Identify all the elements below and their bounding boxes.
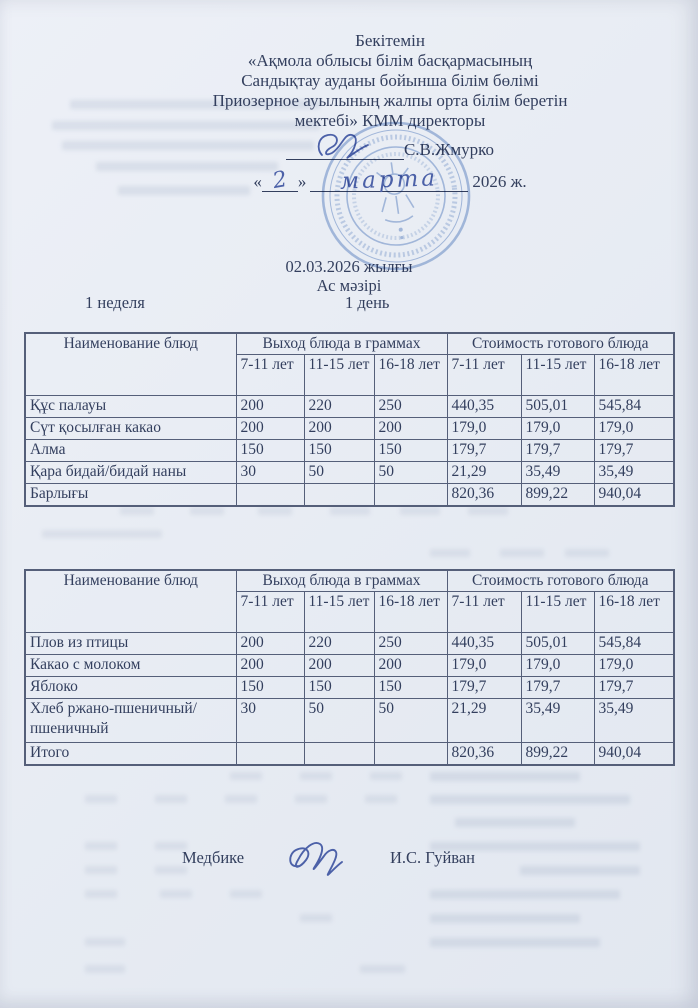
value-cell: 150 (304, 440, 374, 462)
bleed-through (430, 549, 470, 557)
value-cell: 200 (374, 418, 447, 440)
quote-open: « (253, 172, 262, 191)
dish-name-cell: Хлеб ржано-пшеничный/пшеничный (25, 699, 236, 743)
age-header: 7-11 лет (236, 592, 304, 633)
bleed-through (85, 890, 117, 898)
bleed-through (430, 795, 630, 804)
bleed-through (85, 842, 117, 850)
age-header: 11-15 лет (304, 355, 374, 396)
value-cell: 200 (304, 655, 374, 677)
director-name: С.В.Жмурко (403, 140, 495, 159)
value-cell: 179,7 (447, 677, 521, 699)
value-cell: 30 (236, 462, 304, 484)
nurse-signature-icon (284, 834, 346, 880)
bleed-through (190, 507, 224, 515)
table-row (25, 440, 674, 462)
bleed-through (85, 965, 125, 973)
age-header: 16-18 лет (594, 355, 674, 396)
value-cell: 220 (304, 633, 374, 655)
value-cell (374, 484, 447, 506)
nurse-name: И.С. Гуйван (390, 848, 476, 867)
value-cell: 250 (374, 633, 447, 655)
org-line: Сандықтау ауданы бойынша білім бөлімі (241, 71, 539, 90)
value-cell: 899,22 (521, 743, 594, 765)
value-cell: 50 (374, 699, 447, 743)
bleed-through (468, 507, 508, 515)
col-header-cost: Стоимость готового блюда (447, 333, 674, 355)
value-cell: 200 (236, 418, 304, 440)
bleed-through (230, 890, 262, 898)
handwritten-day: 2 (270, 166, 289, 195)
menu-date: 02.03.2026 жылғы (285, 257, 413, 276)
value-cell: 179,7 (594, 677, 674, 699)
value-cell (236, 743, 304, 765)
value-cell: 179,7 (447, 440, 521, 462)
value-cell: 899,22 (521, 484, 594, 506)
value-cell: 50 (374, 462, 447, 484)
value-cell: 35,49 (521, 462, 594, 484)
table-row (25, 677, 674, 699)
age-header: 16-18 лет (374, 355, 447, 396)
col-header-grams: Выход блюда в граммах (236, 333, 447, 355)
value-cell: 179,7 (521, 677, 594, 699)
org-line: Приозерное ауылының жалпы орта білім беретін (212, 91, 568, 110)
value-cell: 440,35 (447, 396, 521, 418)
bleed-through (120, 507, 154, 515)
bleed-through (300, 772, 332, 780)
menu-table-1 (24, 332, 675, 507)
value-cell: 179,0 (521, 418, 594, 440)
value-cell: 150 (236, 440, 304, 462)
value-cell: 179,0 (521, 655, 594, 677)
table-total-row (25, 484, 674, 506)
total-label-cell: Итого (25, 743, 236, 765)
bleed-through (370, 772, 402, 780)
value-cell (304, 743, 374, 765)
bleed-through (295, 795, 327, 803)
bleed-through (225, 795, 257, 803)
value-cell: 940,04 (594, 484, 674, 506)
dish-name-cell: Құс палауы (25, 396, 236, 418)
value-cell: 220 (304, 396, 374, 418)
year-text: 2026 ж. (472, 172, 527, 191)
value-cell: 35,49 (521, 699, 594, 743)
value-cell: 150 (374, 677, 447, 699)
org-line: «Ақмола облысы білім басқармасының (247, 51, 533, 70)
value-cell (236, 484, 304, 506)
age-header: 11-15 лет (304, 592, 374, 633)
age-header: 11-15 лет (521, 592, 594, 633)
bleed-through (160, 890, 192, 898)
dish-name-cell: Какао с молоком (25, 655, 236, 677)
dish-name-cell: Қара бидай/бидай наны (25, 462, 236, 484)
bleed-through (400, 507, 440, 515)
value-cell: 940,04 (594, 743, 674, 765)
bleed-through (430, 772, 580, 781)
col-header-name: Наименование блюд (25, 333, 236, 396)
value-cell: 35,49 (594, 462, 674, 484)
value-cell: 250 (374, 396, 447, 418)
value-cell: 21,29 (447, 462, 521, 484)
col-header-cost: Стоимость готового блюда (447, 570, 674, 592)
official-stamp-icon (308, 108, 484, 284)
bleed-through (500, 549, 544, 557)
bleed-through (300, 914, 332, 922)
age-header: 7-11 лет (236, 355, 304, 396)
age-header: 7-11 лет (447, 355, 521, 396)
value-cell: 820,36 (447, 743, 521, 765)
col-header-grams: Выход блюда в граммах (236, 570, 447, 592)
bleed-through (330, 507, 370, 515)
bleed-through (430, 914, 580, 923)
value-cell: 179,0 (594, 418, 674, 440)
value-cell: 200 (236, 655, 304, 677)
value-cell: 50 (304, 699, 374, 743)
value-cell (304, 484, 374, 506)
value-cell: 200 (304, 418, 374, 440)
bleed-through (455, 818, 575, 827)
bleed-through (258, 507, 292, 515)
day-label: 1 день (345, 293, 390, 312)
col-header-name: Наименование блюд (25, 570, 236, 633)
table-row (25, 633, 674, 655)
value-cell: 30 (236, 699, 304, 743)
table-row (25, 418, 674, 440)
dish-name-cell: Алма (25, 440, 236, 462)
approve-word: Бекітемін (355, 31, 425, 50)
bleed-through (85, 795, 117, 803)
bleed-through (85, 866, 117, 874)
value-cell: 545,84 (594, 396, 674, 418)
bleed-through (430, 938, 600, 947)
table-row (25, 655, 674, 677)
bleed-through (360, 965, 405, 973)
bleed-through (42, 530, 162, 538)
value-cell: 440,35 (447, 633, 521, 655)
value-cell: 21,29 (447, 699, 521, 743)
handwritten-month: марта (339, 165, 439, 195)
value-cell: 179,0 (447, 418, 521, 440)
day-line (262, 166, 298, 195)
menu-table-2 (24, 569, 675, 766)
value-cell: 200 (236, 396, 304, 418)
bleed-through (365, 795, 397, 803)
age-header: 7-11 лет (447, 592, 521, 633)
bleed-through (155, 795, 187, 803)
value-cell: 820,36 (447, 484, 521, 506)
value-cell: 179,7 (594, 440, 674, 462)
bleed-through (565, 549, 609, 557)
value-cell: 200 (236, 633, 304, 655)
org-line: мектебі» КММ директоры (294, 111, 486, 130)
value-cell: 150 (304, 677, 374, 699)
table-row (25, 462, 674, 484)
dish-name-cell: Плов из птицы (25, 633, 236, 655)
table-row (25, 396, 674, 418)
value-cell: 179,7 (521, 440, 594, 462)
dish-name-cell: Яблоко (25, 677, 236, 699)
total-label-cell: Барлығы (25, 484, 236, 506)
value-cell: 179,0 (447, 655, 521, 677)
bleed-through (520, 866, 640, 875)
value-cell: 505,01 (521, 633, 594, 655)
value-cell: 35,49 (594, 699, 674, 743)
bleed-through (430, 890, 620, 899)
age-header: 11-15 лет (521, 355, 594, 396)
value-cell: 200 (374, 655, 447, 677)
value-cell: 150 (374, 440, 447, 462)
dish-name-cell: Сүт қосылған какао (25, 418, 236, 440)
bleed-through (230, 772, 262, 780)
value-cell: 50 (304, 462, 374, 484)
week-label: 1 неделя (85, 293, 145, 312)
table-row (25, 699, 674, 743)
nurse-role-label: Медбике (182, 848, 245, 867)
age-header: 16-18 лет (374, 592, 447, 633)
table-total-row (25, 743, 674, 765)
age-header: 16-18 лет (594, 592, 674, 633)
value-cell: 150 (236, 677, 304, 699)
value-cell: 545,84 (594, 633, 674, 655)
quote-close: » (297, 172, 307, 191)
menu-heading: Ас мәзірі (316, 276, 382, 295)
value-cell: 505,01 (521, 396, 594, 418)
bleed-through (85, 938, 125, 946)
value-cell (374, 743, 447, 765)
value-cell: 179,0 (594, 655, 674, 677)
